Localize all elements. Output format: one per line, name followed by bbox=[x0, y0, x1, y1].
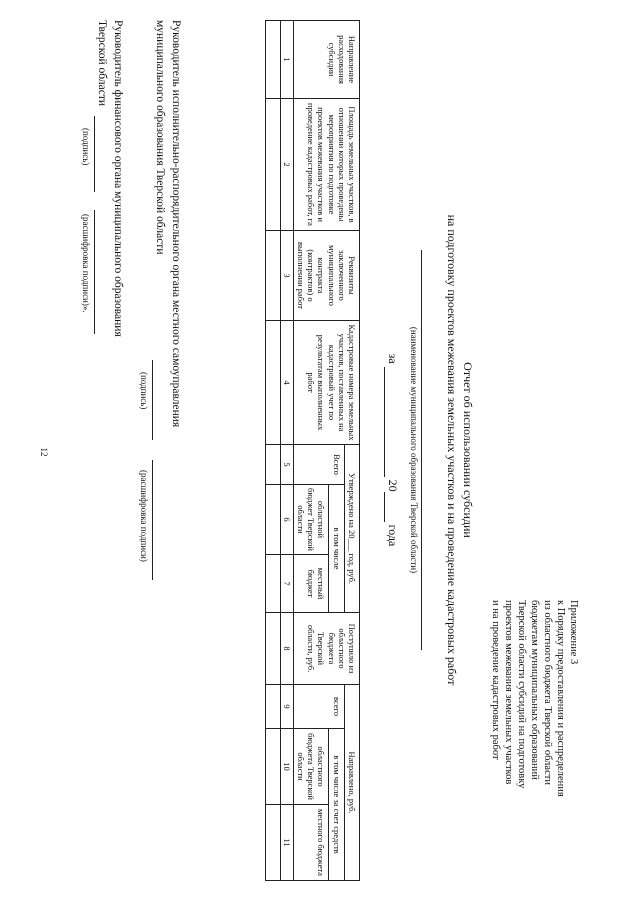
column-number: 4 bbox=[280, 321, 293, 445]
report-subtitle: на подготовку проектов межевания земельных участков и на проведение кадастровых работ bbox=[445, 214, 459, 686]
table-cell bbox=[265, 805, 280, 881]
col-header-directed-regional: областного бюджета Тверской области bbox=[293, 729, 329, 805]
table-cell bbox=[265, 485, 280, 555]
period-year: 20 bbox=[386, 479, 400, 492]
empty-data-row bbox=[265, 21, 280, 881]
period-suffix: года bbox=[386, 524, 400, 547]
fin-sign-blank bbox=[94, 116, 95, 192]
col-header-approved-incl: в том числе bbox=[329, 485, 344, 613]
table-cell bbox=[265, 729, 280, 805]
page-number: 12 bbox=[39, 447, 49, 457]
fin-decode-blank bbox=[94, 210, 95, 334]
col-header-received: Поступило из областного бюджета Тверской области, руб. bbox=[293, 613, 359, 685]
head-decode-caption: (расшифровка подписи) bbox=[139, 470, 149, 562]
municipality-blank bbox=[421, 250, 422, 650]
table-cell bbox=[265, 613, 280, 685]
table-cell bbox=[265, 555, 280, 613]
appendix-line: проектов межевания земельных участков bbox=[503, 600, 514, 785]
head-sign-caption: (подпись) bbox=[139, 372, 149, 410]
report-table bbox=[265, 20, 360, 881]
col-header-cadastral: Кадастровые номера земельных участков, поставленных на кадастровый учет по результатам выполненных работ bbox=[293, 321, 359, 445]
fin-signature-line1: Руководитель финансового органа муниципального образования bbox=[112, 20, 124, 337]
head-decode-blank bbox=[152, 460, 153, 580]
table-cell bbox=[265, 21, 280, 99]
column-number: 10 bbox=[280, 729, 293, 805]
year-blank bbox=[384, 492, 400, 522]
col-header-approved-total: Всего bbox=[293, 445, 344, 485]
fin-sign-caption: (подпись) bbox=[81, 128, 91, 166]
table-cell bbox=[265, 685, 280, 729]
table-cell bbox=[265, 99, 280, 231]
col-header-directed-incl: в том числе за счет средств bbox=[329, 729, 344, 881]
fin-signature-line2: Тверской области bbox=[96, 20, 108, 106]
column-number: 7 bbox=[280, 555, 293, 613]
appendix-line: бюджетам муниципальных образований bbox=[529, 600, 540, 780]
column-number: 5 bbox=[280, 445, 293, 485]
col-header-direction: Направление расходования субсидии bbox=[293, 21, 359, 99]
header-row bbox=[344, 21, 359, 881]
column-number: 11 bbox=[280, 805, 293, 881]
head-signature-line2: муниципального образования Тверской области bbox=[154, 20, 166, 255]
fin-decode-caption: (расшифровка подписи)». bbox=[81, 214, 91, 313]
column-number: 2 bbox=[280, 99, 293, 231]
column-number: 9 bbox=[280, 685, 293, 729]
column-number: 1 bbox=[280, 21, 293, 99]
appendix-line: и на проведение кадастровых работ bbox=[490, 600, 501, 760]
col-header-area: Площадь земельных участков, в отношении которых проведены мероприятия по подготовке проектов межевания участков и проведение кадастровых работ, га bbox=[293, 99, 359, 231]
col-header-directed: Направлено, руб. bbox=[344, 685, 359, 881]
report-title: Отчет об использовании субсидии bbox=[461, 362, 475, 538]
period-blank bbox=[384, 367, 400, 477]
appendix-line: Приложение 3 bbox=[568, 600, 579, 665]
col-header-directed-total: всего bbox=[293, 685, 344, 729]
col-header-approved-regional: областной бюджет Тверской области bbox=[293, 485, 329, 555]
table-cell bbox=[265, 445, 280, 485]
col-header-approved-local: местный бюджет bbox=[293, 555, 329, 613]
appendix-line: из областного бюджета Тверской области bbox=[542, 600, 553, 785]
appendix-line: к Порядку предоставления и распределения bbox=[555, 600, 566, 797]
head-signature-line1: Руководитель исполнительно-распорядительного органа местного самоуправления bbox=[170, 20, 182, 428]
table-cell bbox=[265, 321, 280, 445]
rotated-content bbox=[60, 20, 580, 880]
col-header-directed-local: местного бюджета bbox=[293, 805, 329, 881]
report-period bbox=[384, 20, 400, 880]
column-number: 8 bbox=[280, 613, 293, 685]
col-header-approved: Утверждено на 20___ год, руб. bbox=[344, 445, 359, 613]
column-number: 3 bbox=[280, 231, 293, 321]
table-cell bbox=[265, 231, 280, 321]
column-number: 6 bbox=[280, 485, 293, 555]
column-number-row bbox=[280, 21, 293, 881]
appendix-line: Тверской области субсидий на подготовку bbox=[516, 600, 527, 789]
head-sign-blank bbox=[152, 360, 153, 440]
col-header-contract: Реквизиты заключенного муниципального контракта (контрактов) о выполнении работ bbox=[293, 231, 359, 321]
period-prefix: за bbox=[386, 353, 400, 364]
municipality-caption: (наименование муниципального образования Тверской области) bbox=[409, 326, 419, 574]
